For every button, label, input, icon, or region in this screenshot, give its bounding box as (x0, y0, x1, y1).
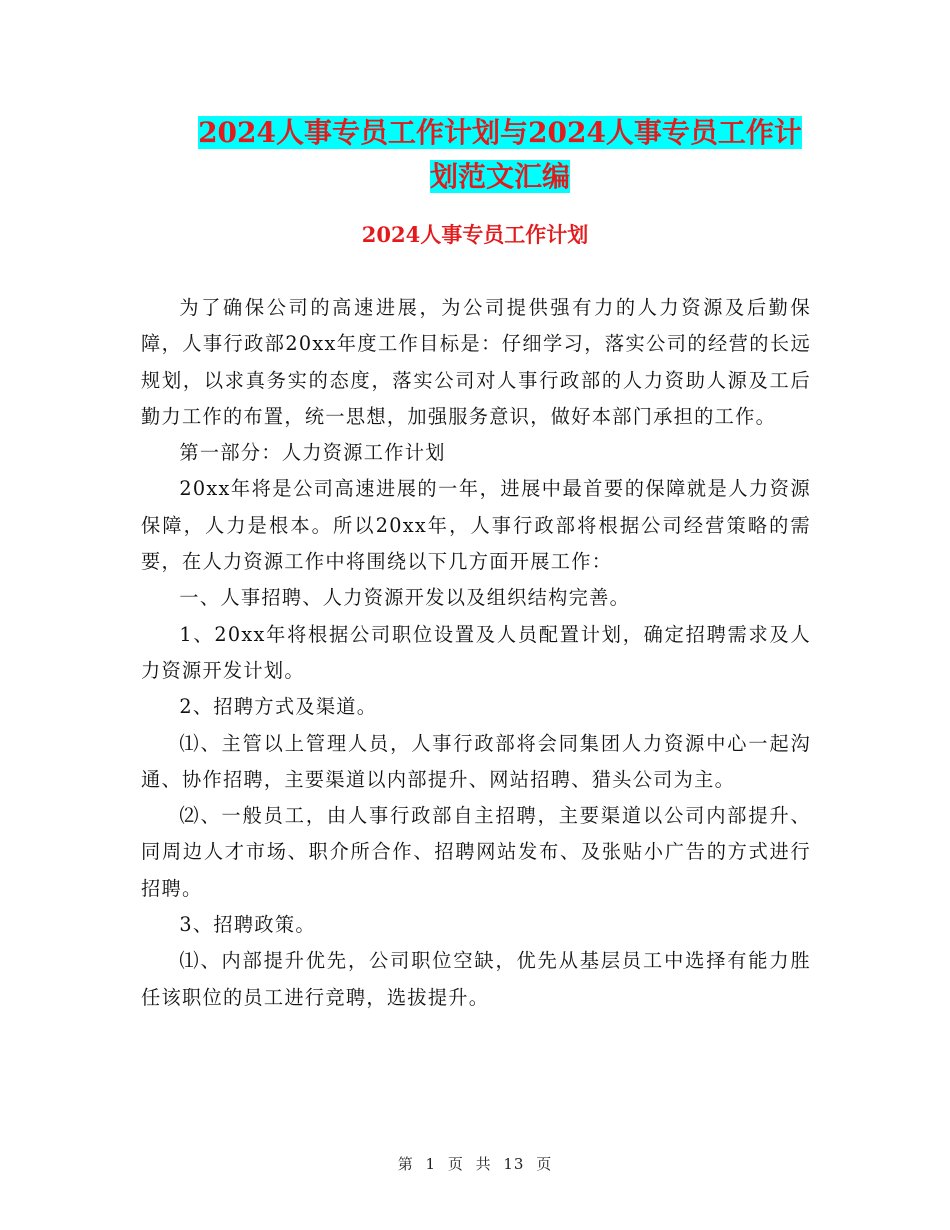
section-title: 2024人事专员工作计划 (361, 222, 589, 247)
paragraph: 20xx年将是公司高速进展的一年，进展中最首要的保障就是人力资源保障，人力是根本。所以20xx年，人事行政部将根据公司经营策略的需要，在人力资源工作中将围绕以下几方面开展工作： (141, 477, 811, 574)
document-title-text: 2024人事专员工作计划与2024人事专员工作计划范文汇编 (198, 116, 802, 193)
paragraph: 3、招聘政策。 (179, 913, 316, 937)
paragraph: 第一部分：人力资源工作计划 (179, 441, 446, 465)
paragraph: ⑴、内部提升优先，公司职位空缺，优先从基层员工中选择有能力胜任该职位的员工进行竞聘，选拔提升。 (141, 949, 811, 1009)
paragraph: 1、20xx年将根据公司职位设置及人员配置计划，确定招聘需求及人力资源开发计划。 (141, 622, 811, 682)
paragraph: ⑴、主管以上管理人员，人事行政部将会同集团人力资源中心一起沟通、协作招聘，主要渠道以内部提升、网站招聘、猎头公司为主。 (141, 731, 811, 791)
document-title (185, 111, 815, 199)
paragraph: 2、招聘方式及渠道。 (179, 695, 378, 719)
document-body (141, 290, 811, 1016)
paragraph: ⑵、一般员工，由人事行政部自主招聘，主要渠道以公司内部提升、同周边人才市场、职介所合作、招聘网站发布、及张贴小广告的方式进行招聘。 (141, 804, 811, 900)
page-footer: 第 1 页 共 13 页 (397, 1155, 553, 1173)
paragraph: 一、人事招聘、人力资源开发以及组织结构完善。 (179, 586, 631, 610)
paragraph: 为了确保公司的高速进展，为公司提供强有力的人力资源及后勤保障，人事行政部20xx年度工作目标是：仔细学习，落实公司的经营的长远规划，以求真务实的态度，落实公司对人事行政部的人力资助人源及工后勤力工作的布置，统一思想，加强服务意识，做好本部门承担的工作。 (141, 296, 811, 428)
